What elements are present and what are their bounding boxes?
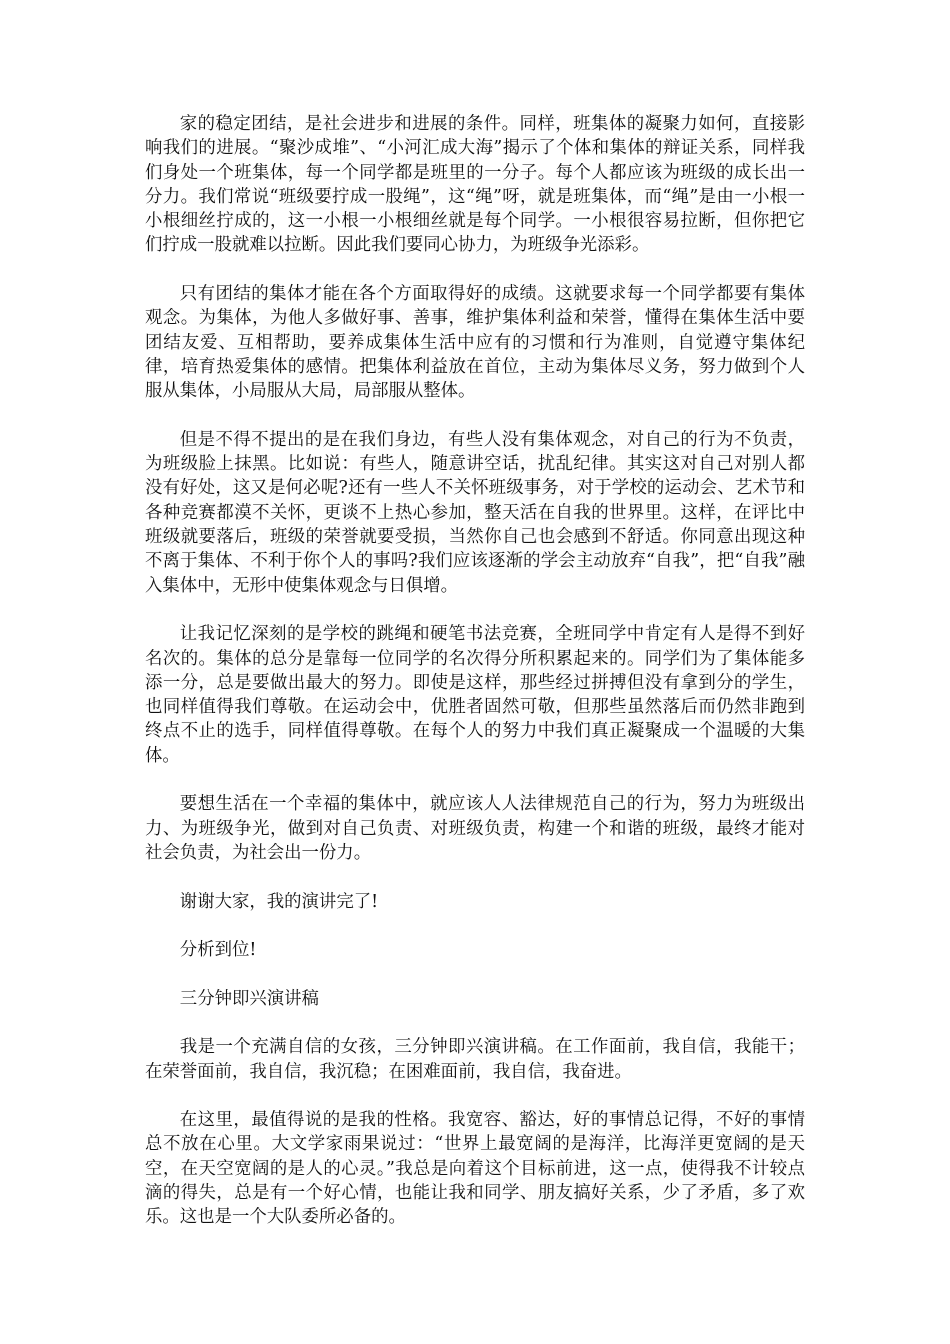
paragraph-7: 在这里，最值得说的是我的性格。我宽容、豁达，好的事情总记得，不好的事情总不放在心里。大文学家雨果说过：“世界上最宽阔的是海洋，比海洋更宽阔的是天空，在天空宽阔的是人的心灵。”我总是向着这个目标前进，这一点，使得我不计较点滴的得失，总是有一个好心情，也能让我和同学、朋友搞好关系，少了矛盾，多了欢乐。这也是一个大队委所必备的。 xyxy=(145,1110,805,1228)
section-title: 三分钟即兴演讲稿 xyxy=(179,988,319,1009)
paragraph-2: 只有团结的集体才能在各个方面取得好的成绩。这就要求每一个同学都要有集体观念。为集体，为他人多做好事、善事，维护集体利益和荣誉，懂得在集体生活中要团结友爱、互相帮助，要养成集体生活中应有的习惯和行为准则，自觉遵守集体纪律，培育热爱集体的感情。把集体利益放在首位，主动为集体尽义务，努力做到个人服从集体，小局服从大局，局部服从整体。 xyxy=(145,284,805,402)
paragraph-1: 家的稳定团结，是社会进步和进展的条件。同样，班集体的凝聚力如何，直接影响我们的进展。“聚沙成堆”、“小河汇成大海”揭示了个体和集体的辩证关系，同样我们身处一个班集体，每一个同学都是班里的一分子。每个人都应该为班级的成长出一分力。我们常说“班级要拧成一股绳”，这“绳”呀，就是班集体，而“绳”是由一小根一小根细丝拧成的，这一小根一小根细丝就是每个同学。一小根很容易拉断，但你把它们拧成一股就难以拉断。因此我们要同心协力，为班级争光添彩。 xyxy=(145,114,805,256)
paragraph-4: 让我记忆深刻的是学校的跳绳和硬笔书法竞赛，全班同学中肯定有人是得不到好名次的。集体的总分是靠每一位同学的名次得分所积累起来的。同学们为了集体能多添一分，总是要做出最大的努力。即使是这样，那些经过拼搏但没有拿到分的学生，也同样值得我们尊敬。在运动会中，优胜者固然可敬，但那些虽然落后而仍然非跑到终点不止的选手，同样值得尊敬。在每个人的努力中我们真正凝聚成一个温暖的大集体。 xyxy=(145,624,805,766)
paragraph-5: 要想生活在一个幸福的集体中，就应该人人法律规范自己的行为，努力为班级出力、为班级争光，做到对自己负责、对班级负责，构建一个和谐的班级，最终才能对社会负责，为社会出一份力。 xyxy=(145,794,805,863)
closing-line: 谢谢大家，我的演讲完了! xyxy=(179,891,379,912)
comment-line: 分析到位! xyxy=(179,940,257,961)
paragraph-3: 但是不得不提出的是在我们身边，有些人没有集体观念，对自己的行为不负责，为班级脸上抹黑。比如说：有些人，随意讲空话，扰乱纪律。其实这对自己对别人都没有好处，这又是何必呢?还有一些人不关怀班级事务，对于学校的运动会、艺术节和各种竞赛都漠不关怀，更谈不上热心参加，整天活在自我的世界里。这样，在评比中班级就要落后，班级的荣誉就要受损，当然你自己也会感到不舒适。你同意出现这种不离于集体、不利于你个人的事吗?我们应该逐渐的学会主动放弃“自我”，把“自我”融入集体中，无形中使集体观念与日俱增。 xyxy=(145,429,805,596)
paragraph-6: 我是一个充满自信的女孩，三分钟即兴演讲稿。在工作面前，我自信，我能干；在荣誉面前，我自信，我沉稳；在困难面前，我自信，我奋进。 xyxy=(145,1037,805,1082)
document-page xyxy=(145,112,805,1254)
